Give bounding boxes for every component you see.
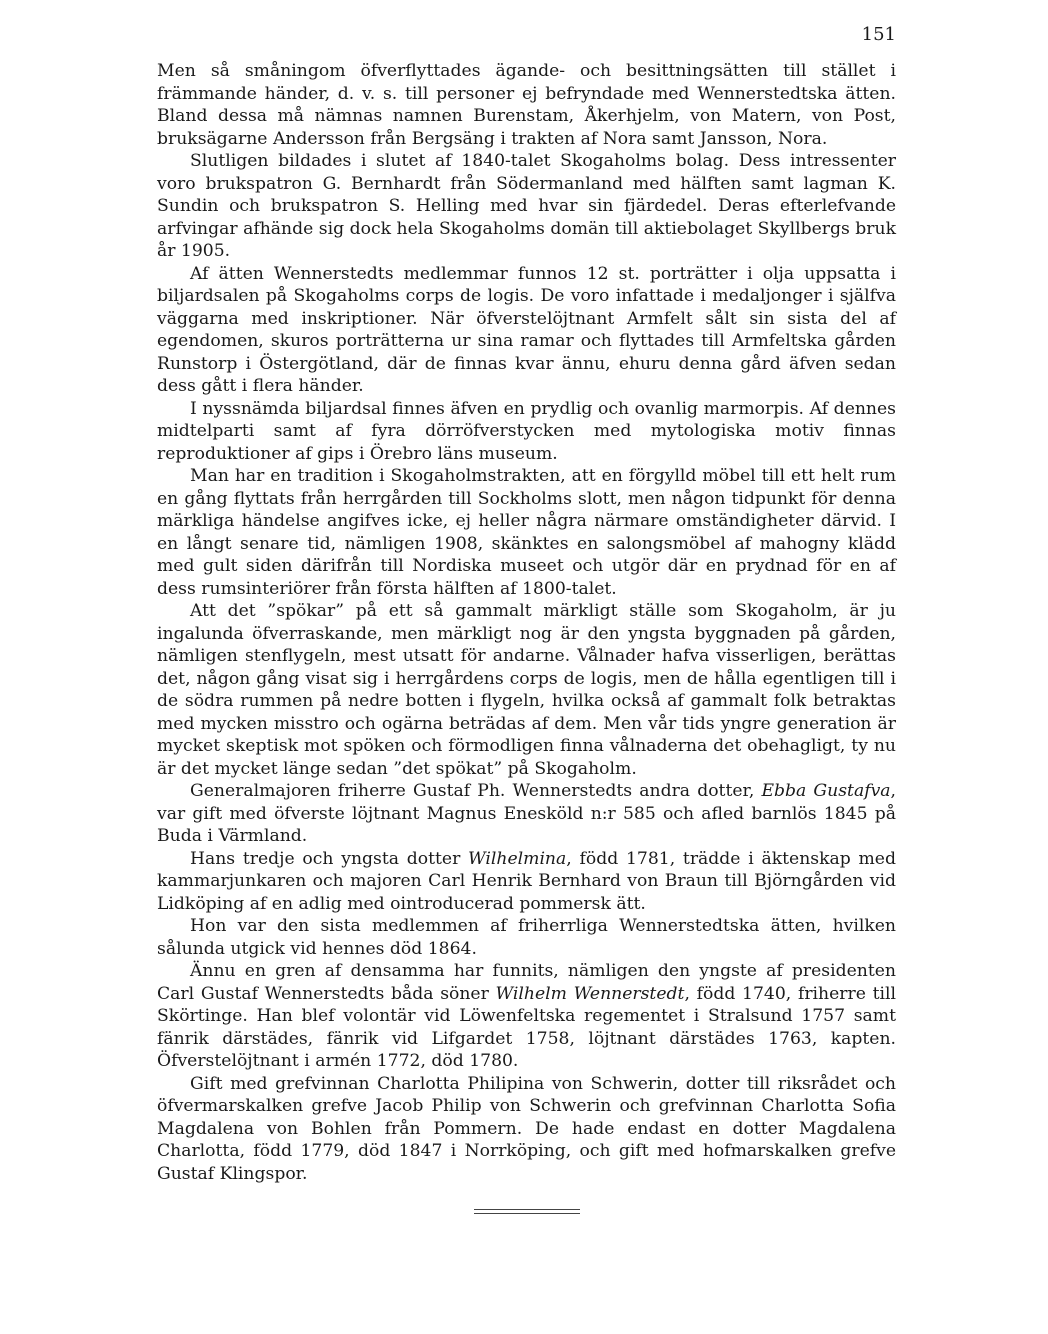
paragraph-skogaholms-bolag: Slutligen bildades i slutet af 1840-talet Skogaholms bolag. Dess intressenter voro brukspatron G. Bernhardt från Södermanland med hälften samt lagman K. Sundin och brukspatron S. Helling med hvar sin fjärdedel. Deras efterlefvande arfvingar afhände sig dock hela Skogaholms domän till aktiebolaget Skyllbergs bruk år 1905. <box>157 151 896 261</box>
paragraph-text-after: , var gift med öfverste löjtnant Magnus Enesköld n:r 585 och afled barnlös 1845 på Buda i Värmland. <box>157 781 896 846</box>
person-name-italic: Wilhelmina <box>468 848 567 869</box>
paragraph-text-after: , född 1740, friherre till Skörtinge. Han blef volontär vid Löwenfeltska regementet i Stralsund 1757 samt fänrik därstädes, fänrik vid Lifgardet 1758, löjtnant därstädes 1763, kapten. Öfverstelöjtnant i armén 1772, död 1780. <box>157 983 896 1071</box>
paragraph-marble-fireplace: I nyssnämda biljardsal finnes äfven en prydlig och ovanlig marmorpis. Af dennes midtelparti samt af fyra dörröfverstycken med mytologiska motiv finnas reproduktioner af gips i Örebro läns museum. <box>157 398 896 464</box>
paragraph-text-before: Hans tredje och yngsta dotter <box>190 848 469 869</box>
paragraph-wilhelmina <box>157 848 896 916</box>
paragraph-gilded-furniture: Man har en tradition i Skogaholmstrakten, att en förgylld möbel till ett helt rum en gång flyttats från herrgården till Sockholms slott, men någon tidpunkt för denna märkliga händelse angifves icke, ej heller några närmare omständigheter därvid. I en långt senare tid, nämligen 1908, skänktes en salongsmöbel af mahogny klädd med gult siden därifrån till Nordiska museet och utgör där en prydnad för en af dess rumsinteriörer från första hälften af 1800-talet. <box>157 466 896 599</box>
paragraph-portraits: Af ätten Wennerstedts medlemmar funnos 12 st. porträtter i olja uppsatta i biljardsalen på Skogaholms corps de logis. De voro infattade i medaljonger i själfva väggarna med inskriptioner. När öfverstelöjtnant Armfelt sålt sin sista del af egendomen, skuros porträtterna ur sina ramar och flyttades till Armfeltska gården Runstorp i Östergötland, där de finnas kvar ännu, ehuru denna gård äfven sedan dess gått i flera händer. <box>157 263 896 396</box>
paragraph-ghosts: Att det ”spökar” på ett så gammalt märkligt ställe som Skogaholm, är ju ingalunda öfverraskande, men märkligt nog är den yngsta byggnaden på gården, nämligen stenflygeln, mest utsatt för andarne. Vålnader hafva visserligen, berättas det, någon gång visat sig i herrgårdens corps de logis, men de hålla egentligen till i de södra rummen på nedre botten i flygeln, hvilka också af gammalt folk betraktas med mycken misstro och ogärna beträdas af dem. Men vår tids yngre generation är mycket skeptisk mot spöken och förmodligen finna vålnaderna det obehagligt, ty nu är det mycket länge sedan ”det spökat” på Skogaholm. <box>157 601 896 779</box>
paragraph-ownership-transfer: Men så småningom öfverflyttades ägande- och besittningsätten till stället i främmande händer, d. v. s. till personer ej befryndade med Wennerstedtska ätten. Bland dessa må nämnas namnen Burenstam, Åkerhjelm, von Matern, von Post, bruksägarne Andersson från Bergsäng i trakten af Nora samt Jansson, Nora. <box>157 61 896 149</box>
body-text <box>157 60 896 1185</box>
person-name-italic: Ebba Gustafva <box>761 781 891 801</box>
paragraph-text-before: Ännu en gren af densamma har funnits, nämligen den yngste af presidenten Carl Gustaf Wennerstedts båda söner <box>157 961 896 1004</box>
person-name-italic: Wilhelm Wennerstedt <box>495 983 685 1004</box>
paragraph-wilhelm-wennerstedt <box>157 960 896 1073</box>
page-number: 151 <box>861 24 896 45</box>
section-end-rule <box>474 1213 580 1214</box>
paragraph-marriage: Gift med grefvinnan Charlotta Philipina von Schwerin, dotter till riksrådet och öfvermarskalken grefve Jacob Philip von Schwerin och grefvinnan Charlotta Sofia Magdalena von Bohlen från Pommern. De hade endast en dotter Magdalena Charlotta, född 1779, död 1847 i Norrköping, och gift med hofmarskalken grefve Gustaf Klingspor. <box>157 1073 896 1184</box>
paragraph-last-member: Hon var den sista medlemmen af friherrliga Wennerstedtska ätten, hvilken sålunda utgick vid hennes död 1864. <box>157 916 896 959</box>
paragraph-text-before: Generalmajoren friherre Gustaf Ph. Wennerstedts andra dotter, <box>190 781 762 801</box>
section-end-rule <box>474 1209 580 1210</box>
paragraph-text-after: , född 1781, trädde i äktenskap med kammarjunkaren och majoren Carl Henrik Bernhard von Braun till Björngården vid Lidköping af en adlig med ointroducerad pommersk ätt. <box>157 848 896 914</box>
paragraph-ebba-gustafva <box>157 780 896 848</box>
